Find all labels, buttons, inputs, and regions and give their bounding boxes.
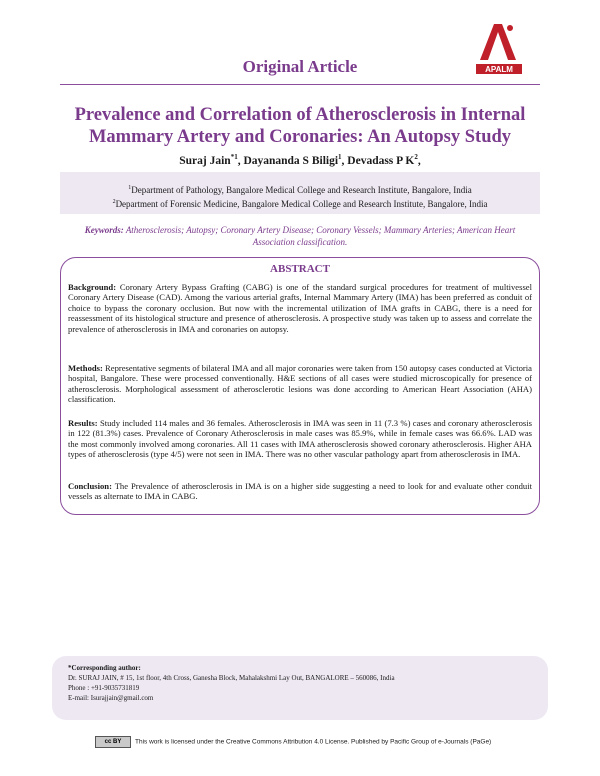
author-sup: *1 <box>230 153 238 161</box>
affiliation: $^1$Department of Pathology, Bangalore Medical College and Research Institute, Bangalore, India <box>128 185 472 195</box>
keywords-label: Keywords: <box>84 225 124 235</box>
apalm-logo <box>470 18 528 76</box>
license-footer <box>95 736 555 750</box>
section-label: Original Article <box>242 57 358 76</box>
author-name: Devadass P K <box>347 154 415 167</box>
header-divider <box>60 84 540 85</box>
correspondence-phone: Phone : +91-9035731819 <box>68 684 140 692</box>
logo-text: APALM <box>485 65 513 74</box>
abstract-background: Background: Coronary Artery Bypass Grafting (CABG) is one of the standard surgical procedures for treatment of multivessel Coronary Artery Disease (CAD). Among the various arterial grafts, Internal Mammary Artery (IMA) has been preferred as conduit of choice to bypass the coronary occlusion. But now with the incremental utilization of IMA grafts in CABG, there is a need for reassessment of its histological structure and presence of atherosclerosis. A prospective study was taken up to assess and correlate the prevalence of atherosclerosis in IMA and coronaries on autopsy. <box>68 282 532 334</box>
correspondence-address: Dr. SURAJ JAIN, # 15, 1st floor, 4th Cross, Ganesha Block, Mahalakshmi Lay Out, BANGALORE – 560086, India <box>68 674 395 682</box>
correspondence-email[interactable]: E-mail: Isurajjain@gmail.com <box>68 694 154 702</box>
license-text: This work is licensed under the Creative Commons Attribution 4.0 License. Published by Pacific Group of e-Journals (PaGe) <box>135 738 492 746</box>
author-sup: 2 <box>414 153 418 161</box>
author-name: Dayananda S Biligi <box>243 154 339 167</box>
abstract-title: ABSTRACT <box>270 263 330 275</box>
correspondence-heading: *Corresponding author: <box>68 664 141 672</box>
keywords <box>65 224 535 248</box>
affiliation: $^2$Department of Forensic Medicine, Bangalore Medical College and Research Institute, Bangalore, India <box>112 199 488 209</box>
cc-license-icon[interactable]: cc BY <box>95 736 131 748</box>
keywords-text: Atherosclerosis; Autopsy; Coronary Artery Disease; Coronary Vessels; Mammary Arteries; American Heart Association classification. <box>125 225 516 247</box>
author-sup: 1 <box>338 153 342 161</box>
abstract-conclusion: Conclusion: The Prevalence of atherosclerosis in IMA is on a higher side suggesting a need to look for and evaluate other conduit vessels as alternate to IMA in CABG. <box>68 481 533 502</box>
author-name: Suraj Jain <box>179 154 231 167</box>
author-list: Suraj Jain$^{*1}$, Dayananda S Biligi$^1$, Devadass P $K^2$, <box>179 153 421 167</box>
abstract-methods: Methods: Representative segments of bilateral IMA and all major coronaries were taken from 150 autopsy cases conducted at Victoria hospital, Bangalore. These were processed conventionally. H&E sections of all cases were studied microscopically for presence of atherosclerosis. Morphological assessment of atherosclerotic lesions was done according to American Heart Association (AHA) classification. <box>68 363 532 405</box>
article-title: Prevalence and Correlation of Atherosclerosis in Internal Mammary Artery and Coronaries: An Autopsy Study <box>74 105 526 147</box>
affiliations-box <box>60 172 540 214</box>
abstract-results: Results: Study included 114 males and 36 females. Atherosclerosis in IMA was seen in 11 (7.3 %) cases and coronary atherosclerosis in 122 (81.3%) cases. Prevalence of Coronary Atherosclerosis in male cases was 85.9%, while in female cases was 66.6%. LAD was the most commonly involved among coronaries. All 11 cases with IMA atherosclerosis showed coronary atherosclerosis. Higher AHA types of atherosclerosis (type 4/5) were not seen in IMA. There was no other vascular pathology apart from atherosclerosis in IMA. <box>68 418 532 460</box>
